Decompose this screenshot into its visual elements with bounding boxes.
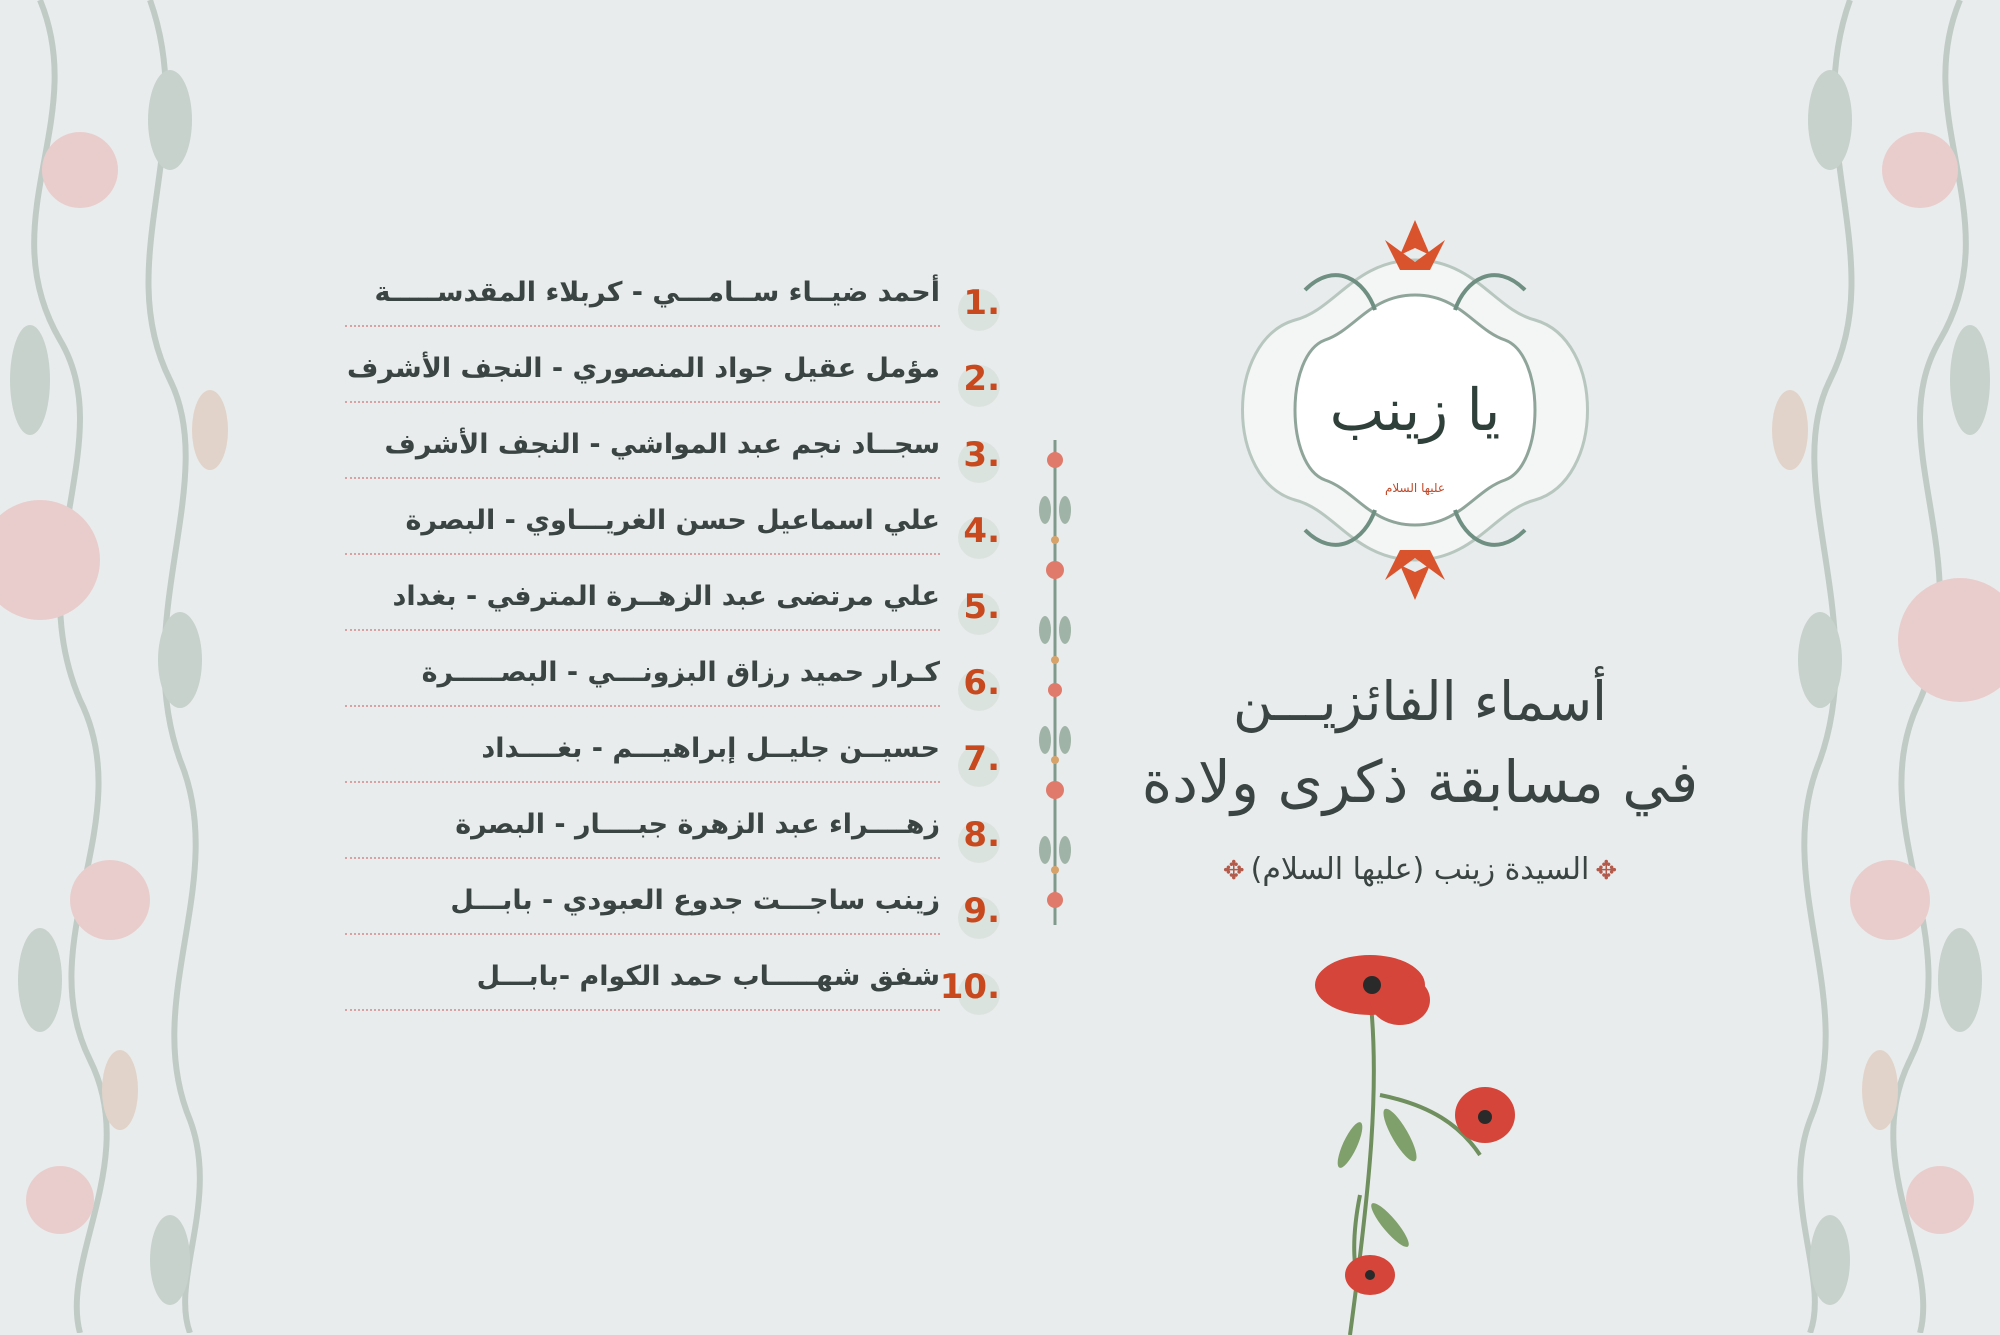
winner-row <box>300 265 1000 335</box>
winner-row <box>300 493 1000 563</box>
winner-row <box>300 645 1000 715</box>
ornament-icon: ✥ <box>1595 856 1618 886</box>
calligraphy-emblem <box>1215 200 1615 620</box>
dotted-line <box>345 1009 940 1011</box>
winner-row <box>300 797 1000 867</box>
ornamental-divider <box>1035 440 1075 925</box>
winner-number: 3. <box>922 435 1000 485</box>
winner-number: 10. <box>922 967 1000 1017</box>
winner-name: علي مرتضى عبد الزهــرة المترفي - بغداد <box>392 581 940 612</box>
winner-row <box>300 949 1000 1019</box>
title-line-2: في مسابقة ذكرى ولادة <box>1141 748 1699 816</box>
dotted-line <box>345 857 940 859</box>
winner-row <box>300 341 1000 411</box>
dotted-line <box>345 553 940 555</box>
winner-name: شفق شهـــــاب حمد الكوام -بابـــل <box>476 961 940 992</box>
winner-row <box>300 569 1000 639</box>
winner-row <box>300 873 1000 943</box>
floral-border-right <box>1760 0 2000 1333</box>
winner-row <box>300 721 1000 791</box>
winner-number: 8. <box>922 815 1000 865</box>
dotted-line <box>345 705 940 707</box>
winner-name: زهــــراء عبد الزهرة جبــــار - البصرة <box>455 809 940 840</box>
poppy-flowers-illustration <box>1290 945 1590 1335</box>
dotted-line <box>345 325 940 327</box>
winner-number: 7. <box>922 739 1000 789</box>
winner-number: 9. <box>922 891 1000 941</box>
subtitle <box>1160 852 1680 887</box>
dotted-line <box>345 401 940 403</box>
dotted-line <box>345 781 940 783</box>
dotted-line <box>345 477 940 479</box>
dotted-line <box>345 629 940 631</box>
emblem-small-text: عليها السلام <box>1384 481 1446 495</box>
winner-name: سجــاد نجم عبد المواشي - النجف الأشرف <box>384 429 940 460</box>
winner-name: حسيــن جليــل إبراهيـــم - بغــــداد <box>481 733 940 764</box>
subtitle-text: السيدة زينب (عليها السلام) <box>1250 852 1590 887</box>
emblem-calligraphy: يا زينب <box>1329 376 1501 444</box>
dotted-line <box>345 933 940 935</box>
winner-row <box>300 417 1000 487</box>
winner-name: مؤمل عقيل جواد المنصوري - النجف الأشرف <box>347 353 940 384</box>
winner-name: كـرار حميد رزاق البزونـــي - البصـــــرة <box>421 657 940 688</box>
winner-number: 2. <box>922 359 1000 409</box>
floral-border-left <box>0 0 240 1333</box>
winner-number: 5. <box>922 587 1000 637</box>
title-line-1: أسماء الفائزيـــن <box>1232 670 1608 733</box>
winner-number: 1. <box>922 283 1000 333</box>
winner-name: زينب ساجـــت جدوع العبودي - بابـــل <box>450 885 940 916</box>
winner-name: أحمد ضيــاء ســامـــي - كربلاء المقدســـــة <box>374 277 940 308</box>
winner-number: 6. <box>922 663 1000 713</box>
ornament-icon: ✥ <box>1222 856 1245 886</box>
winner-name: علي اسماعيل حسن الغريـــاوي - البصرة <box>405 505 940 536</box>
winner-number: 4. <box>922 511 1000 561</box>
